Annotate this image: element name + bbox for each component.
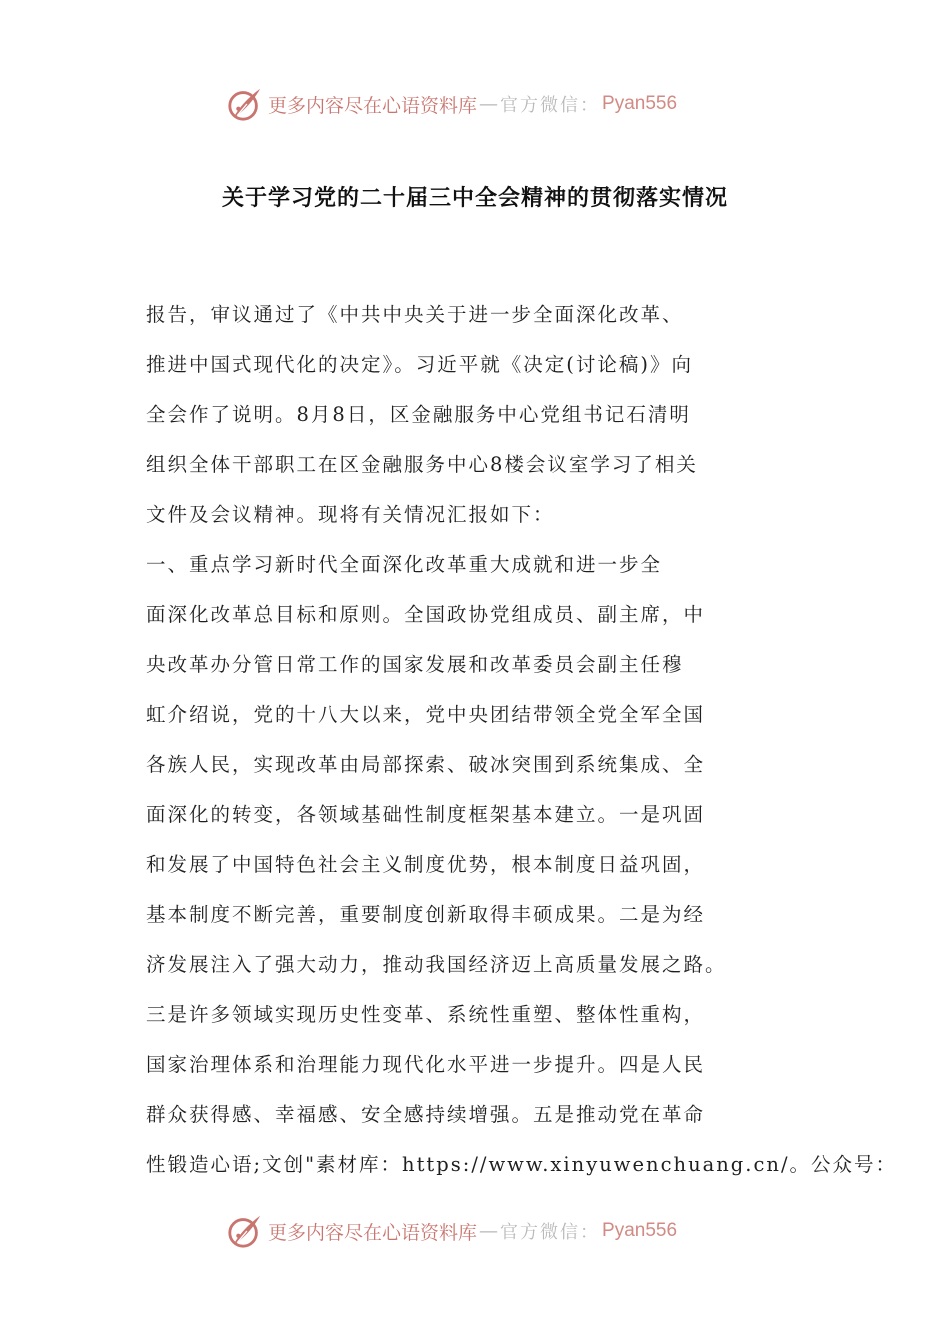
quill-logo-icon [226, 85, 264, 123]
body-line: 组织全体干部职工在区金融服务中心8楼会议室学习了相关 [146, 453, 698, 476]
body-line: 一、重点学习新时代全面深化改革重大成就和进一步全 [146, 553, 663, 576]
document-body [146, 290, 898, 1190]
body-line: 面深化的转变，各领域基础性制度框架基本建立。一是巩固 [146, 803, 706, 826]
body-line: 虹介绍说，党的十八大以来，党中央团结带领全党全军全国 [146, 703, 706, 726]
body-line: 三是许多领域实现历史性变革、系统性重塑、整体性重构， [146, 1003, 706, 1026]
body-line: 推进中国式现代化的决定》。习近平就《决定(讨论稿)》向 [146, 353, 693, 376]
body-line: 济发展注入了强大动力，推动我国经济迈上高质量发展之路。 [146, 953, 727, 976]
banner-separator: — [479, 1220, 499, 1242]
document-title: 关于学习党的二十届三中全会精神的贯彻落实情况 [221, 186, 728, 211]
body-line: 央改革办分管日常工作的国家发展和改革委员会副主任穆 [146, 653, 684, 676]
body-line: 国家治理体系和治理能力现代化水平进一步提升。四是人民 [146, 1053, 706, 1076]
banner-separator: — [479, 93, 499, 115]
banner-wechat-id: Pyan556 [602, 93, 678, 114]
banner-wechat-label: 官方微信： [500, 1222, 601, 1243]
body-line: 各族人民，实现改革由局部探索、破冰突围到系统集成、全 [146, 753, 706, 776]
body-line: 面深化改革总目标和原则。全国政协党组成员、副主席，中 [146, 603, 706, 626]
body-line: 全会作了说明。8月8日，区金融服务中心党组书记石清明 [146, 403, 691, 426]
body-line-with-link: 性锻造心语;文创"素材库：https://www.xinyuwenchuang.cn/。公众号： [146, 1153, 898, 1176]
quill-logo-icon [226, 1212, 264, 1250]
body-line: 文件及会议精神。现将有关情况汇报如下： [146, 503, 555, 526]
header-banner [226, 84, 746, 124]
body-line: 群众获得感、幸福感、安全感持续增强。五是推动党在革命 [146, 1103, 706, 1126]
body-line: 基本制度不断完善，重要制度创新取得丰硕成果。二是为经 [146, 903, 706, 926]
banner-text: 更多内容尽在心语资料库 [268, 1221, 478, 1244]
body-line: 报告，审议通过了《中共中央关于进一步全面深化改革、 [146, 303, 684, 326]
banner-text: 更多内容尽在心语资料库 [268, 94, 478, 117]
footer-banner [226, 1211, 746, 1251]
banner-wechat-label: 官方微信： [500, 95, 601, 116]
body-line: 和发展了中国特色社会主义制度优势，根本制度日益巩固， [146, 853, 706, 876]
banner-wechat-id: Pyan556 [602, 1220, 678, 1241]
